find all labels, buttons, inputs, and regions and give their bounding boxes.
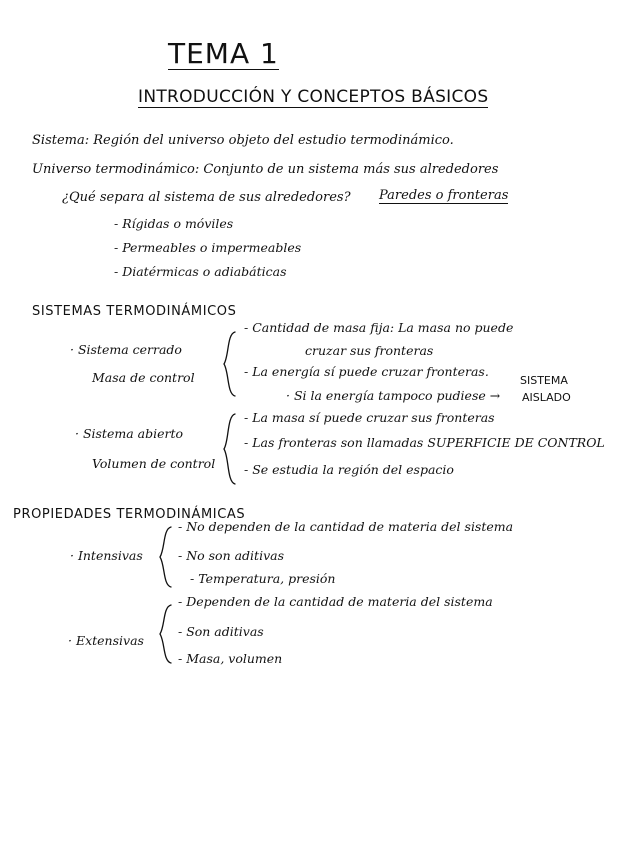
wall-type-diathermic: - Diatérmicas o adiabáticas: [114, 264, 287, 279]
universe-definition: Universo termodinámico: Conjunto de un sistema más sus alrededores: [32, 162, 499, 177]
wall-type-permeable: - Permeables o impermeables: [114, 240, 302, 255]
open-system-alias: Volumen de control: [92, 456, 216, 471]
system-definition: Sistema: Región del universo objeto del estudio termodinámico.: [32, 133, 454, 148]
wall-type-rigid: - Rígidas o móviles: [114, 216, 234, 231]
isolated-system-label: SISTEMA: [520, 374, 568, 387]
page-subtitle: INTRODUCCIÓN Y CONCEPTOS BÁSICOS: [138, 87, 489, 107]
closed-item-no-energy: · Si la energía tampoco pudiese →: [286, 388, 501, 403]
open-system-label: · Sistema abierto: [75, 426, 183, 441]
open-item-mass: - La masa sí puede cruzar sus fronteras: [244, 410, 495, 425]
closed-item-energy: - La energía sí puede cruzar fronteras.: [244, 364, 489, 379]
boundary-question: ¿Qué separa al sistema de sus alrededores?: [62, 190, 351, 205]
extensive-item-3: - Masa, volumen: [178, 651, 283, 666]
open-item-region: - Se estudia la región del espacio: [244, 462, 454, 477]
intensive-item-1: - No dependen de la cantidad de materia del sistema: [178, 519, 514, 534]
intensive-brace: [158, 525, 174, 589]
closed-item-boundaries: cruzar sus fronteras: [305, 343, 434, 358]
properties-heading: PROPIEDADES TERMODINÁMICAS: [13, 507, 246, 522]
closed-system-brace: [222, 330, 238, 398]
extensive-brace: [158, 603, 174, 665]
isolated-system-label-2: AISLADO: [522, 391, 571, 404]
open-item-control-surface: - Las fronteras son llamadas SUPERFICIE DE CONTROL: [244, 435, 605, 450]
closed-system-label: · Sistema cerrado: [70, 342, 182, 357]
open-system-brace: [222, 412, 238, 486]
intensive-label: · Intensivas: [70, 548, 143, 563]
systems-heading: SISTEMAS TERMODINÁMICOS: [32, 304, 237, 319]
intensive-item-2: - No son aditivas: [178, 548, 284, 563]
extensive-label: · Extensivas: [68, 633, 144, 648]
closed-item-fixed-mass: - Cantidad de masa fija: La masa no puede: [244, 320, 514, 335]
extensive-item-2: - Son aditivas: [178, 624, 264, 639]
intensive-item-3: - Temperatura, presión: [190, 571, 336, 586]
extensive-item-1: - Dependen de la cantidad de materia del sistema: [178, 594, 493, 609]
boundary-answer: Paredes o fronteras: [379, 188, 509, 203]
closed-system-alias: Masa de control: [92, 370, 195, 385]
page-title: TEMA 1: [168, 37, 279, 70]
